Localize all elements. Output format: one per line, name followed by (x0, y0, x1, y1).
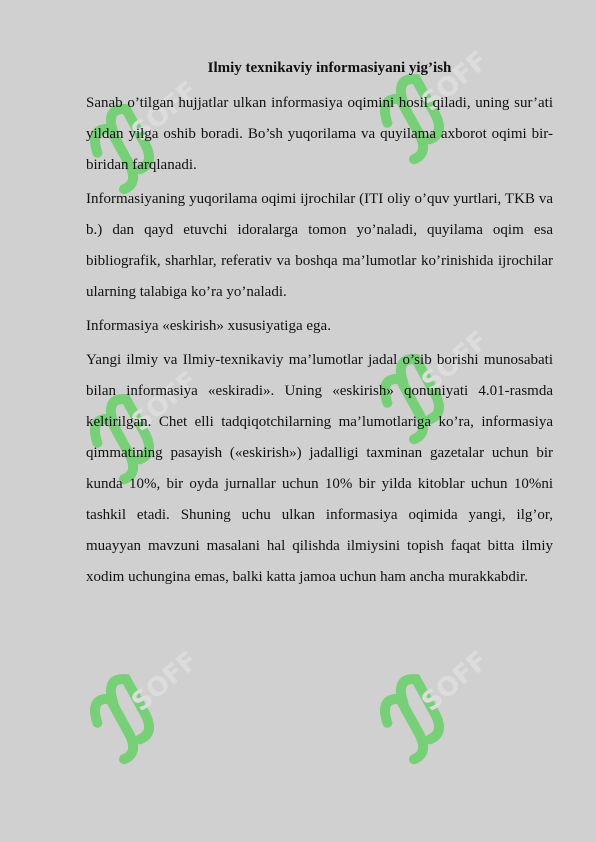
soff-logo-watermark-icon (360, 640, 494, 790)
svg-text:SOFF: SOFF (126, 645, 204, 718)
document-title: Ilmiy texnikaviy informasiyani yig’ish (207, 60, 452, 76)
svg-text:SOFF: SOFF (126, 75, 204, 148)
paragraph-3: Informasiya «eskirish» xususiyatiga ega. (86, 318, 331, 334)
svg-text:SOFF: SOFF (126, 365, 204, 438)
soff-logo-watermark-icon (70, 640, 204, 790)
paragraph-1: Sanab o’tilgan hujjatlar ulkan informasiya oqimini hosil qiladi, uning sur’ati yildan yilga oshib boradi. Bo’sh yuqorilama va quyilama axborot oqimi bir-biridan farqlanadi. (86, 95, 553, 173)
document-body (86, 56, 553, 596)
svg-text:SOFF: SOFF (416, 45, 494, 118)
svg-text:SOFF: SOFF (416, 645, 494, 718)
svg-text:SOFF: SOFF (416, 325, 494, 398)
paragraph-4: Yangi ilmiy va Ilmiy-texnikaviy ma’lumotlar jadal o’sib borishi munosabati bilan informasiya «eskiradi». Uning «eskirish» qonuniyati 4.01-rasmda keltirilgan. Chet elli tadqiqotchilarning ma’lumotlariga ko’ra, informasiya qimmatining pasayish («eskirish») jadalligi taxminan gazetalar uchun bir kunda 10%, bir oyda jurnallar uchun 10% bir yilda kitoblar uchun 10%ni tashkil etadi. Shuning uchu ulkan informasiya oqimida yangi, ilg’or, muayyan mavzuni masalani hal qilishda ilmiysini topish faqat bitta ilmiy xodim uchungina emas, balki katta jamoa uchun ham ancha murakkabdir. (86, 352, 553, 585)
paragraph-2: Informasiyaning yuqorilama oqimi ijrochilar (ITI oliy o’quv yurtlari, TKB va b.) dan qayd etuvchi idoralarga tomon yo’naladi, quyilama oqim esa bibliografik, sharhlar, referativ va boshqa ma’lumotlar ko’rinishida ijrochilar ularning talabiga ko’ra yo’naladi. (86, 191, 553, 300)
